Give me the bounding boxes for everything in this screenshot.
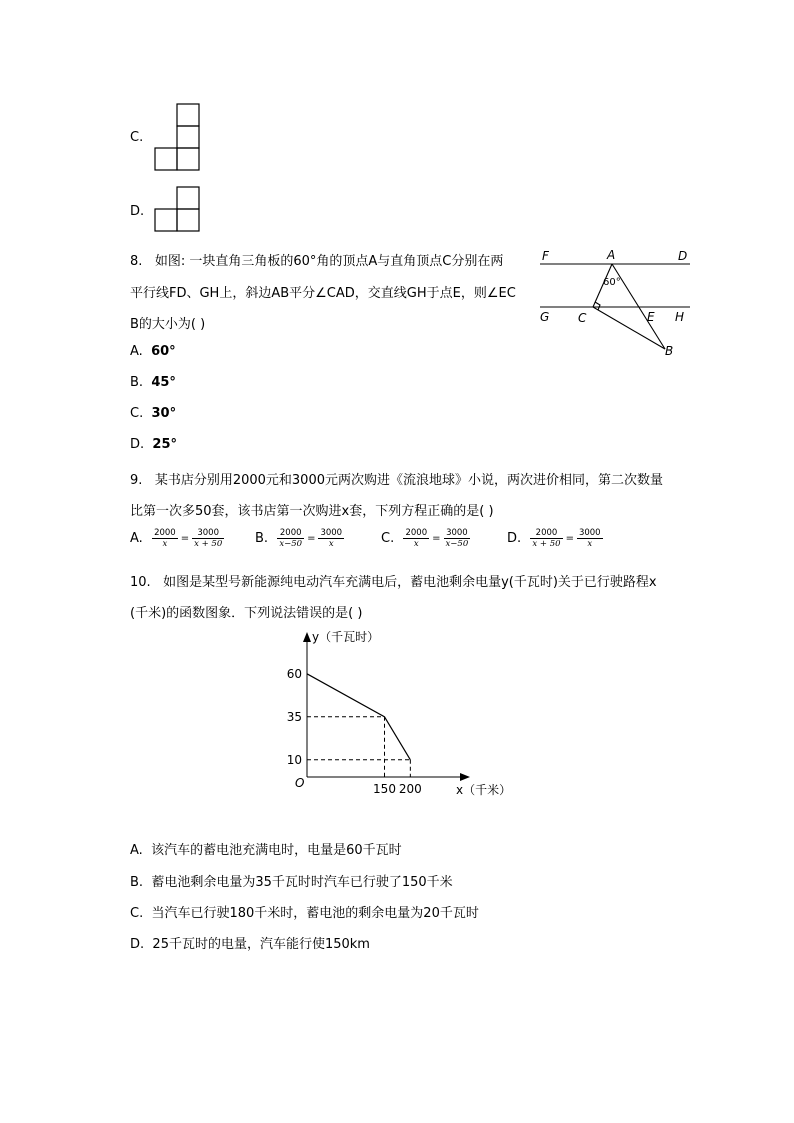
q9-stem-1: 某书店分别用2000元和3000元两次购进《流浪地球》小说，两次进价相同，第二次数量 (154, 473, 663, 488)
q10-text-line1 (130, 571, 657, 590)
q8-text-line2: 平行线FD、GH上，斜边AB平分∠CAD，交直线GH于点E，则∠EC (130, 286, 516, 301)
q9-option-d: D. $\frac{2000}{x + 50}$ = $\frac{3000}{x}$ (507, 528, 601, 549)
label-g: G (540, 310, 550, 324)
label-h: H (675, 310, 685, 324)
cube-square (177, 104, 199, 126)
q10-number: 10. (130, 575, 151, 590)
label-e: E (647, 310, 655, 324)
y-tick-label: 10 (286, 752, 302, 767)
label-angle: 60° (603, 277, 621, 288)
q10-line-chart (280, 625, 520, 800)
q9-option-a: A. $\frac{2000}{x}$ = $\frac{3000}{x + 50}$ (130, 528, 223, 549)
q10-option-c: C. 当汽车已行驶180千米时，蓄电池的剩余电量为20千瓦时 (130, 906, 479, 921)
q8-number: 8. (130, 254, 143, 269)
q7-option-c-figure (153, 103, 201, 173)
label-b: B (665, 344, 674, 358)
x-tick-label: 150 (373, 782, 396, 796)
y-tick-label: 35 (286, 709, 302, 724)
x-axis-arrow (460, 773, 470, 781)
y-axis-label: y（千瓦时） (312, 630, 380, 644)
q8-option-b: B. 45° (130, 375, 176, 390)
x-tick-label: 200 (398, 782, 422, 796)
cube-square (177, 148, 199, 170)
q10-option-b: B. 蓄电池剩余电量为35千瓦时时汽车已行驶了150千米 (130, 875, 453, 890)
q9-text-line2: 比第一次多50套，该书店第一次购进x套，下列方程正确的是( ) (130, 504, 494, 519)
q10-stem-1: 如图是某型号新能源纯电动汽车充满电后，蓄电池剩余电量y(千瓦时)关于已行驶路程x (163, 575, 657, 590)
x-axis-label: x（千米） (456, 783, 512, 797)
y-axis-arrow (303, 632, 311, 642)
cube-square (177, 126, 199, 148)
q8-geometry-figure (535, 245, 695, 360)
q8-option-a: A. 60° (130, 344, 176, 359)
label-a: A (607, 248, 616, 262)
label-c: C (578, 311, 587, 325)
q9-text-line1 (130, 469, 663, 488)
q10-text-line2: (千米)的函数图象．下列说法错误的是( ) (130, 606, 363, 621)
cube-square (155, 148, 177, 170)
y-tick-label: 60 (286, 666, 302, 681)
q10-option-d: D. 25千瓦时的电量，汽车能行使150km (130, 937, 370, 952)
q7-option-d-figure (153, 186, 201, 234)
cube-square (155, 209, 177, 231)
origin-label: O (295, 776, 305, 790)
q8-option-d: D. 25° (130, 437, 178, 452)
q7-option-c-label: C. (130, 130, 144, 145)
cube-square (177, 187, 199, 209)
q9-option-b: B. $\frac{2000}{x-50}$ = $\frac{3000}{x}$ (255, 528, 343, 549)
q10-option-a: A. 该汽车的蓄电池充满电时，电量是60千瓦时 (130, 843, 402, 858)
q8-text-line1 (130, 250, 503, 269)
cube-square (177, 209, 199, 231)
q8-stem-1: 如图: 一块直角三角板的60°角的顶点A与直角顶点C分别在两 (154, 254, 504, 269)
q8-option-c: C. 30° (130, 406, 177, 421)
label-d: D (678, 249, 688, 263)
q7-option-d-label: D. (130, 204, 145, 219)
q9-option-c: C. $\frac{2000}{x}$ = $\frac{3000}{x-50}$ (381, 528, 469, 549)
q8-text-line3: B的大小为( ) (130, 317, 206, 332)
label-f: F (542, 249, 549, 263)
q9-number: 9. (130, 473, 143, 488)
